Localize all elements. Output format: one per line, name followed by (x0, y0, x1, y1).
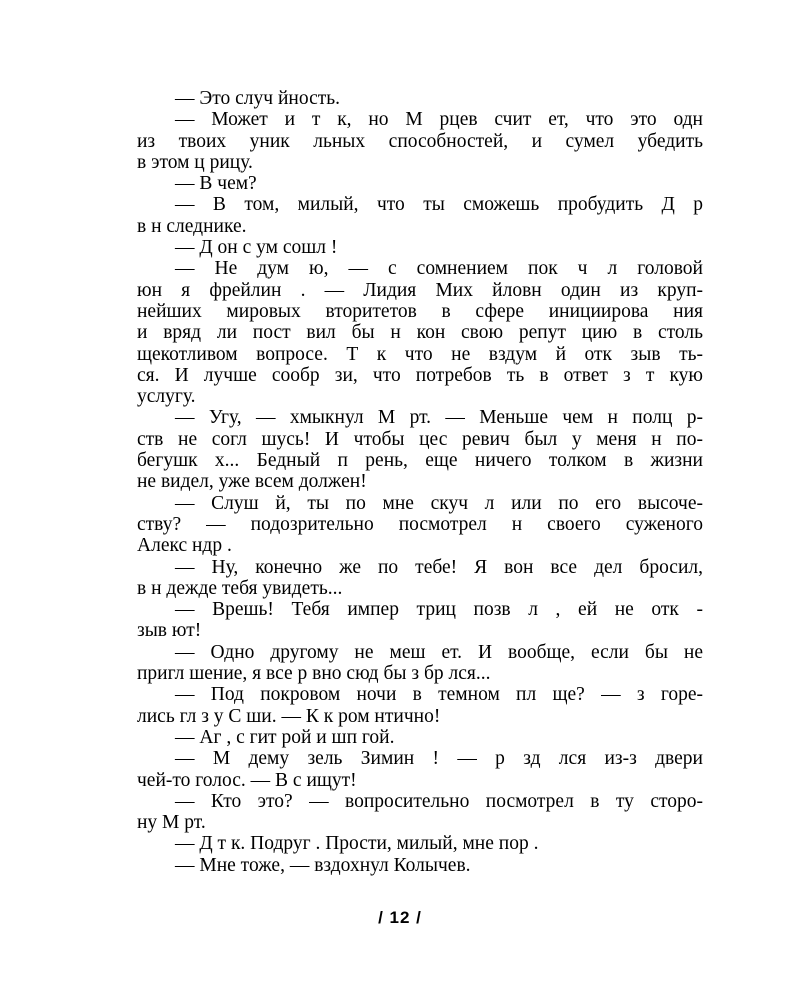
text-line: — В том, милый, что ты сможешь пробудить Д р (175, 194, 703, 216)
text-line: юн я фрейлин . — Лидия Мих йловн один из круп- (137, 279, 703, 301)
text-line: — Ну, конечно же по тебе! Я вон все дел бросил, (175, 556, 703, 578)
body-text (137, 88, 703, 876)
text-line: — Может и т к, но М рцев счит ет, что это одн (175, 109, 703, 131)
text-line: — Аг , с гит рой и шп гой. (175, 726, 395, 748)
page-number: / 12 / (378, 908, 422, 927)
text-line: из твоих уник льных способностей, и сумел убедить (137, 130, 703, 152)
text-line: ств не согл шусь! И чтобы цес ревич был у меня н по- (137, 428, 703, 450)
text-line: ству? — подозрительно посмотрел н своего суженого (137, 513, 703, 535)
text-line: — Мне тоже, — вздохнул Колычев. (175, 854, 471, 876)
text-line: зыв ют! (137, 620, 202, 642)
text-line: — Не дум ю, — с сомнением пок ч л головой (175, 258, 703, 280)
text-line: щекотливом вопросе. Т к что не вздум й отк зыв ть- (137, 343, 703, 365)
text-line: чей-то голос. — В с ищут! (137, 769, 357, 791)
text-line: — М дему зель Зимин ! — р зд лся из-з двери (175, 748, 703, 770)
text-line: — Врешь! Тебя импер триц позв л , ей не отк - (175, 599, 703, 621)
text-line: — Угу, — хмыкнул М рт. — Меньше чем н полц р- (175, 407, 703, 429)
text-line: ну М рт. (137, 812, 206, 834)
text-line: ся. И лучше сообр зи, что потребов ть в ответ з т кую (137, 364, 703, 386)
text-line: — Это случ йность. (175, 88, 341, 109)
text-line: не видел, уже всем должен! (137, 471, 367, 493)
text-line: — Кто это? — вопросительно посмотрел в ту сторо- (175, 790, 703, 812)
text-line: — Под покровом ночи в темном пл ще? — з горе- (175, 684, 703, 706)
text-line: — Слуш й, ты по мне скуч л или по его высоче- (175, 492, 703, 514)
text-line: пригл шение, я все р вно сюд бы з бр лся... (137, 663, 491, 685)
text-line: лись гл з у С ши. — К к ром нтично! (137, 705, 441, 727)
text-line: Алекс ндр . (137, 535, 232, 557)
text-line: нейших мировых вторитетов в сфере инициирова ния (137, 300, 703, 322)
text-line: бегушк х... Бедный п рень, еще ничего толком в жизни (137, 450, 703, 472)
text-line: — Одно другому не меш ет. И вообще, если бы не (175, 641, 703, 663)
text-line: — В чем? (175, 173, 257, 195)
text-line: — Д он с ум сошл ! (175, 237, 338, 259)
text-line: услугу. (137, 386, 196, 408)
text-line: в н следнике. (137, 215, 247, 237)
text-line: — Д т к. Подруг . Прости, милый, мне пор . (175, 833, 539, 855)
text-line: в н дежде тебя увидеть... (137, 577, 343, 599)
text-line: в этом ц рицу. (137, 151, 253, 173)
text-line: и вряд ли пост вил бы н кон свою репут цию в столь (137, 322, 703, 344)
